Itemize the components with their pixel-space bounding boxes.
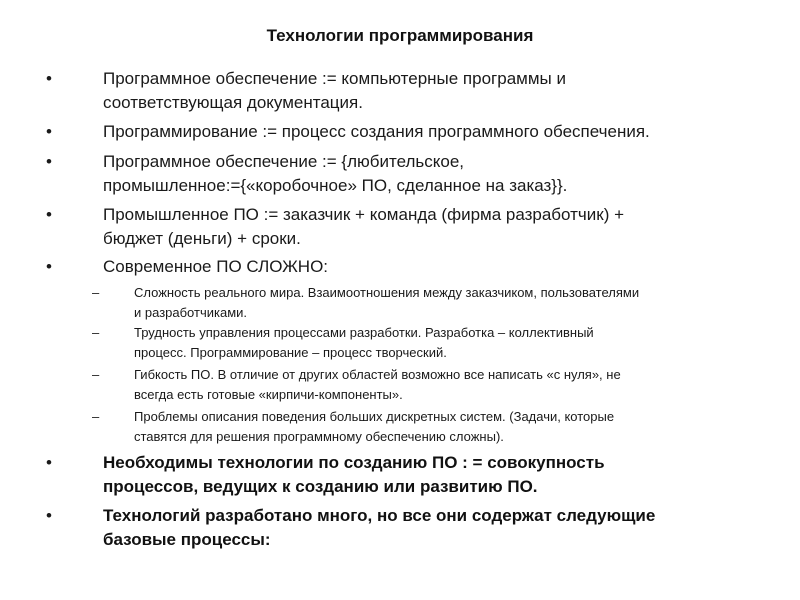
bullet-text: Программирование := процесс создания программного обеспечения.	[103, 122, 650, 141]
sub-bullet-text: Проблемы описания поведения больших дискретных систем. (Задачи, которые ставятся для решения программному обеспечению сложны).	[134, 409, 615, 444]
slide-title: Технологии программирования	[266, 26, 534, 45]
bullet-marker: •	[46, 453, 52, 472]
bullet-marker: •	[46, 257, 52, 276]
sub-bullet-text: Трудность управления процессами разработки. Разработка – коллективный процесс. Программирование – процесс творческий.	[134, 325, 594, 360]
bullet-marker: •	[46, 205, 52, 224]
sub-bullet-text: Сложность реального мира. Взаимоотношения между заказчиком, пользователями и разработчиками.	[134, 285, 640, 320]
bullet-text: Необходимы технологии по созданию ПО : = совокупность процессов, ведущих к созданию или развитию ПО.	[103, 453, 605, 496]
bullet-text: Программное обеспечение := компьютерные программы и соответствующая документация.	[103, 69, 566, 112]
bullet-text: Программное обеспечение := {любительское, промышленное:={«коробочное» ПО, сделанное на заказ}}.	[103, 152, 568, 195]
bullet-marker: •	[46, 152, 52, 171]
bullet-marker: •	[46, 506, 52, 525]
bullet-marker: •	[46, 69, 52, 88]
sub-bullet-marker: –	[92, 285, 100, 300]
bullet-text: Технологий разработано много, но все они содержат следующие базовые процессы:	[103, 506, 656, 549]
sub-bullet-marker: –	[92, 325, 100, 340]
sub-bullet-marker: –	[92, 367, 100, 382]
bullet-marker: •	[46, 122, 52, 141]
bullet-text: Современное ПО СЛОЖНО:	[103, 257, 329, 276]
sub-bullet-text: Гибкость ПО. В отличие от других областей возможно все написать «с нуля», не всегда есть готовые «кирпичи-компоненты».	[134, 367, 621, 402]
sub-bullet-marker: –	[92, 409, 100, 424]
bullet-text: Промышленное ПО := заказчик + команда (фирма разработчик) + бюджет (деньги) + сроки.	[103, 205, 625, 248]
